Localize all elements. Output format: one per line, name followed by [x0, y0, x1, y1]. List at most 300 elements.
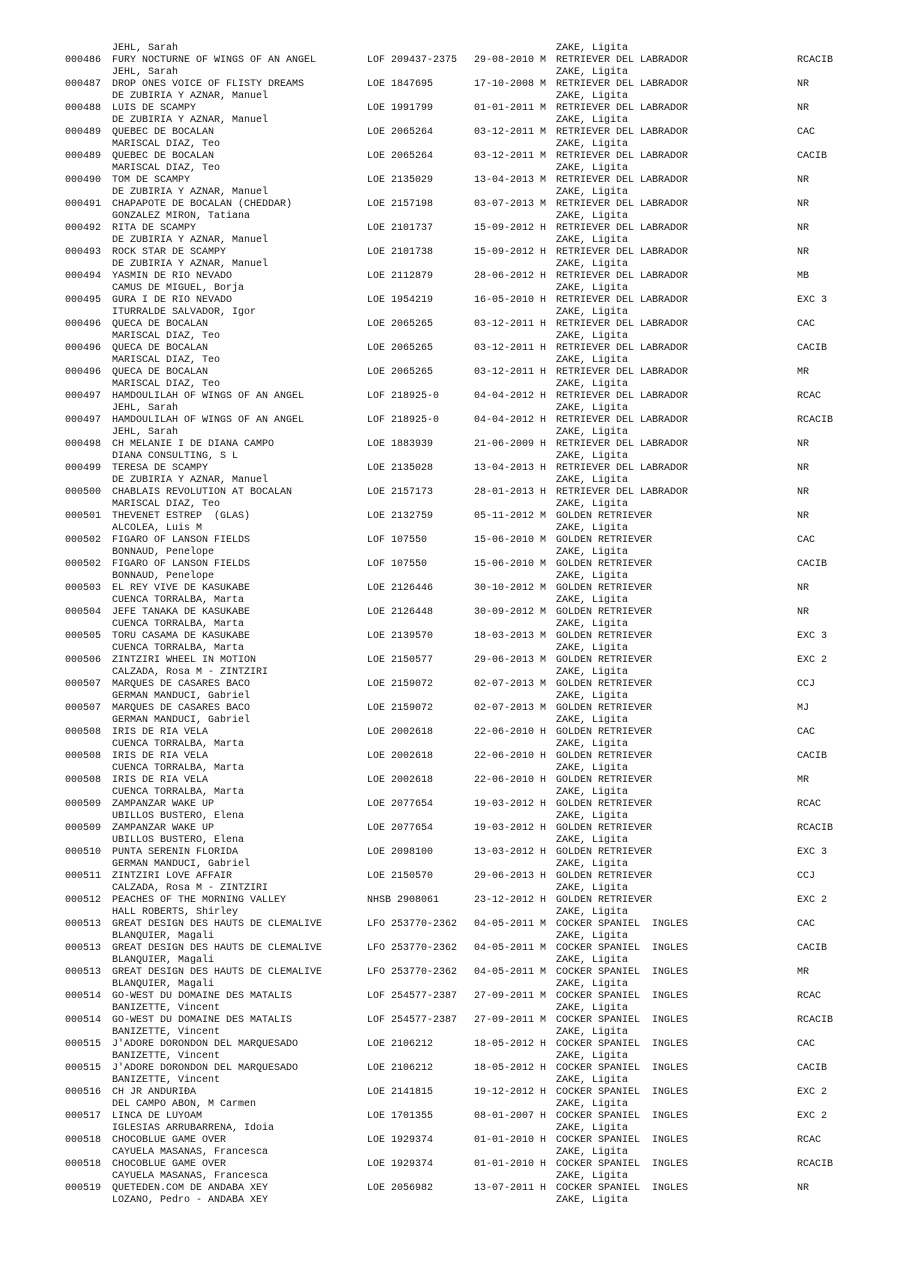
judge: ZAKE, Ligita — [556, 211, 629, 222]
entry-code: 000504 — [65, 607, 102, 618]
birth-date-sex: 18-05-2012 H — [474, 1039, 547, 1050]
award: NR — [797, 199, 810, 210]
owner: MARISCAL DIAZ, Teo — [112, 331, 221, 342]
award: NR — [797, 511, 810, 522]
registration: NHSB 2908061 — [367, 895, 440, 906]
breed: GOLDEN RETRIEVER — [556, 727, 653, 738]
judge: ZAKE, Ligita — [556, 259, 629, 270]
breed: GOLDEN RETRIEVER — [556, 703, 653, 714]
dog-name: CH MELANIE I DE DIANA CAMPO — [112, 439, 275, 450]
registration: LOF 107550 — [367, 535, 428, 546]
award: NR — [797, 1183, 810, 1194]
birth-date-sex: 16-05-2010 H — [474, 295, 547, 306]
judge: ZAKE, Ligita — [556, 115, 629, 126]
dog-name: FURY NOCTURNE OF WINGS OF AN ANGEL — [112, 55, 317, 66]
registration: LOE 2139570 — [367, 631, 434, 642]
award: NR — [797, 175, 810, 186]
birth-date-sex: 23-12-2012 H — [474, 895, 547, 906]
award: MR — [797, 967, 810, 978]
birth-date-sex: 08-01-2007 H — [474, 1111, 547, 1122]
birth-date-sex: 01-01-2010 H — [474, 1159, 547, 1170]
judge: ZAKE, Ligita — [556, 451, 629, 462]
owner: MARISCAL DIAZ, Teo — [112, 499, 221, 510]
breed: RETRIEVER DEL LABRADOR — [556, 391, 689, 402]
owner: BANIZETTE, Vincent — [112, 1075, 221, 1086]
judge: ZAKE, Ligita — [556, 787, 629, 798]
dog-name: QUEBEC DE BOCALAN — [112, 127, 215, 138]
owner: GONZALEZ MIRON, Tatiana — [112, 211, 251, 222]
dog-name: HAMDOULILAH OF WINGS OF AN ANGEL — [112, 415, 305, 426]
entry-code: 000513 — [65, 943, 102, 954]
birth-date-sex: 22-06-2010 H — [474, 775, 547, 786]
breed: RETRIEVER DEL LABRADOR — [556, 79, 689, 90]
owner: LOZANO, Pedro - ANDABA XEY — [112, 1195, 269, 1206]
birth-date-sex: 13-03-2012 H — [474, 847, 547, 858]
breed: GOLDEN RETRIEVER — [556, 775, 653, 786]
dog-name: GREAT DESIGN DES HAUTS DE CLEMALIVE — [112, 967, 323, 978]
judge: ZAKE, Ligita — [556, 883, 629, 894]
breed: RETRIEVER DEL LABRADOR — [556, 103, 689, 114]
owner: DEL CAMPO ABON, M Carmen — [112, 1099, 257, 1110]
award: RCACIB — [797, 1159, 834, 1170]
award: EXC 3 — [797, 847, 828, 858]
registration: LOE 2141815 — [367, 1087, 434, 1098]
registration: LOE 2065264 — [367, 127, 434, 138]
owner: MARISCAL DIAZ, Teo — [112, 379, 221, 390]
birth-date-sex: 03-12-2011 H — [474, 367, 547, 378]
registration: LOE 1847695 — [367, 79, 434, 90]
birth-date-sex: 04-04-2012 H — [474, 415, 547, 426]
owner: JEHL, Sarah — [112, 67, 179, 78]
entry-code: 000500 — [65, 487, 102, 498]
entry-code: 000515 — [65, 1063, 102, 1074]
dog-name: J'ADORE DORONDON DEL MARQUESADO — [112, 1039, 299, 1050]
award: CAC — [797, 919, 816, 930]
owner: DE ZUBIRIA Y AZNAR, Manuel — [112, 91, 269, 102]
entry-code: 000508 — [65, 751, 102, 762]
registration: LOE 2126446 — [367, 583, 434, 594]
award: CAC — [797, 727, 816, 738]
birth-date-sex: 19-03-2012 H — [474, 799, 547, 810]
award: NR — [797, 223, 810, 234]
owner: CAYUELA MASANAS, Francesca — [112, 1171, 269, 1182]
dog-name: ZAMPANZAR WAKE UP — [112, 799, 215, 810]
dog-name: CHAPAPOTE DE BOCALAN (CHEDDAR) — [112, 199, 293, 210]
birth-date-sex: 02-07-2013 M — [474, 679, 547, 690]
dog-name: LUIS DE SCAMPY — [112, 103, 197, 114]
owner: CUENCA TORRALBA, Marta — [112, 619, 245, 630]
breed: RETRIEVER DEL LABRADOR — [556, 487, 689, 498]
owner: BLANQUIER, Magali — [112, 955, 215, 966]
birth-date-sex: 29-08-2010 M — [474, 55, 547, 66]
judge: ZAKE, Ligita — [556, 859, 629, 870]
judge: ZAKE, Ligita — [556, 331, 629, 342]
entry-code: 000497 — [65, 391, 102, 402]
award: CCJ — [797, 871, 816, 882]
judge: ZAKE, Ligita — [556, 1075, 629, 1086]
registration: LOE 2077654 — [367, 823, 434, 834]
registration: LOF 218925-0 — [367, 391, 440, 402]
entry-code: 000499 — [65, 463, 102, 474]
owner: CUENCA TORRALBA, Marta — [112, 595, 245, 606]
owner: BLANQUIER, Magali — [112, 979, 215, 990]
breed: COCKER SPANIEL INGLES — [556, 991, 689, 1002]
judge: ZAKE, Ligita — [556, 355, 629, 366]
dog-name: THEVENET ESTREP (GLAS) — [112, 511, 251, 522]
birth-date-sex: 02-07-2013 M — [474, 703, 547, 714]
dog-name: MARQUES DE CASARES BACO — [112, 703, 251, 714]
judge: ZAKE, Ligita — [556, 283, 629, 294]
owner: UBILLOS BUSTERO, Elena — [112, 835, 245, 846]
birth-date-sex: 27-09-2011 M — [474, 991, 547, 1002]
dog-name: GO-WEST DU DOMAINE DES MATALIS — [112, 1015, 293, 1026]
award: CCJ — [797, 679, 816, 690]
registration: LOE 2157173 — [367, 487, 434, 498]
entry-code: 000518 — [65, 1135, 102, 1146]
judge: ZAKE, Ligita — [556, 1147, 629, 1158]
entry-code: 000519 — [65, 1183, 102, 1194]
award: RCAC — [797, 991, 822, 1002]
birth-date-sex: 30-10-2012 M — [474, 583, 547, 594]
owner: JEHL, Sarah — [112, 43, 179, 54]
award: CACIB — [797, 1063, 828, 1074]
entry-code: 000513 — [65, 919, 102, 930]
birth-date-sex: 18-03-2013 M — [474, 631, 547, 642]
owner: CUENCA TORRALBA, Marta — [112, 643, 245, 654]
birth-date-sex: 04-05-2011 M — [474, 967, 547, 978]
registration: LOF 254577-2387 — [367, 1015, 458, 1026]
registration: LFO 253770-2362 — [367, 967, 458, 978]
dog-name: QUECA DE BOCALAN — [112, 343, 209, 354]
judge: ZAKE, Ligita — [556, 811, 629, 822]
entry-code: 000506 — [65, 655, 102, 666]
breed: GOLDEN RETRIEVER — [556, 511, 653, 522]
birth-date-sex: 04-04-2012 H — [474, 391, 547, 402]
judge: ZAKE, Ligita — [556, 475, 629, 486]
owner: IGLESIAS ARRUBARRENA, Idoia — [112, 1123, 275, 1134]
judge: ZAKE, Ligita — [556, 835, 629, 846]
breed: GOLDEN RETRIEVER — [556, 871, 653, 882]
judge: ZAKE, Ligita — [556, 139, 629, 150]
dog-name: GREAT DESIGN DES HAUTS DE CLEMALIVE — [112, 919, 323, 930]
dog-name: QUEBEC DE BOCALAN — [112, 151, 215, 162]
registration: LOE 2150577 — [367, 655, 434, 666]
birth-date-sex: 19-03-2012 H — [474, 823, 547, 834]
breed: RETRIEVER DEL LABRADOR — [556, 271, 689, 282]
registration: LOF 209437-2375 — [367, 55, 458, 66]
owner: CUENCA TORRALBA, Marta — [112, 787, 245, 798]
award: NR — [797, 463, 810, 474]
judge: ZAKE, Ligita — [556, 739, 629, 750]
award: NR — [797, 487, 810, 498]
award: EXC 2 — [797, 895, 828, 906]
award: RCAC — [797, 1135, 822, 1146]
breed: COCKER SPANIEL INGLES — [556, 1183, 689, 1194]
owner: CAMUS DE MIGUEL, Borja — [112, 283, 245, 294]
owner: CUENCA TORRALBA, Marta — [112, 763, 245, 774]
judge: ZAKE, Ligita — [556, 91, 629, 102]
judge: ZAKE, Ligita — [556, 1051, 629, 1062]
award: MJ — [797, 703, 810, 714]
entry-code: 000518 — [65, 1159, 102, 1170]
registration: LOE 2112879 — [367, 271, 434, 282]
breed: COCKER SPANIEL INGLES — [556, 1087, 689, 1098]
birth-date-sex: 04-05-2011 M — [474, 919, 547, 930]
dog-name: MARQUES DE CASARES BACO — [112, 679, 251, 690]
judge: ZAKE, Ligita — [556, 67, 629, 78]
birth-date-sex: 13-04-2013 M — [474, 175, 547, 186]
breed: GOLDEN RETRIEVER — [556, 679, 653, 690]
registration: LOE 2135028 — [367, 463, 434, 474]
registration: LOE 2150570 — [367, 871, 434, 882]
entry-code: 000517 — [65, 1111, 102, 1122]
registration: LOF 254577-2387 — [367, 991, 458, 1002]
entry-code: 000495 — [65, 295, 102, 306]
birth-date-sex: 04-05-2011 M — [474, 943, 547, 954]
registration: LOE 2065264 — [367, 151, 434, 162]
registration: LOE 2065265 — [367, 343, 434, 354]
owner: BANIZETTE, Vincent — [112, 1051, 221, 1062]
award: CACIB — [797, 151, 828, 162]
birth-date-sex: 13-07-2011 H — [474, 1183, 547, 1194]
breed: RETRIEVER DEL LABRADOR — [556, 463, 689, 474]
registration: LOE 2065265 — [367, 367, 434, 378]
dog-name: ZAMPANZAR WAKE UP — [112, 823, 215, 834]
dog-name: LINCA DE LUYOAM — [112, 1111, 203, 1122]
registration: LFO 253770-2362 — [367, 943, 458, 954]
judge: ZAKE, Ligita — [556, 499, 629, 510]
award: RCACIB — [797, 55, 834, 66]
breed: GOLDEN RETRIEVER — [556, 655, 653, 666]
breed: COCKER SPANIEL INGLES — [556, 919, 689, 930]
dog-name: QUETEDEN.COM DE ANDABA XEY — [112, 1183, 269, 1194]
judge: ZAKE, Ligita — [556, 907, 629, 918]
dog-name: TORU CASAMA DE KASUKABE — [112, 631, 251, 642]
birth-date-sex: 03-12-2011 M — [474, 151, 547, 162]
birth-date-sex: 05-11-2012 M — [474, 511, 547, 522]
entry-code: 000509 — [65, 823, 102, 834]
continued-owner-line — [0, 43, 629, 55]
owner: BONNAUD, Penelope — [112, 571, 215, 582]
owner: ITURRALDE SALVADOR, Igor — [112, 307, 257, 318]
breed: COCKER SPANIEL INGLES — [556, 1159, 689, 1170]
award: CAC — [797, 319, 816, 330]
entry-code: 000489 — [65, 151, 102, 162]
judge: ZAKE, Ligita — [556, 1195, 629, 1206]
award: EXC 2 — [797, 1111, 828, 1122]
registration: LOE 2077654 — [367, 799, 434, 810]
judge: ZAKE, Ligita — [556, 379, 629, 390]
registration: LOE 2159072 — [367, 679, 434, 690]
award: NR — [797, 439, 810, 450]
breed: RETRIEVER DEL LABRADOR — [556, 199, 689, 210]
dog-name: CHOCOBLUE GAME OVER — [112, 1135, 227, 1146]
breed: RETRIEVER DEL LABRADOR — [556, 415, 689, 426]
breed: RETRIEVER DEL LABRADOR — [556, 151, 689, 162]
entry-code: 000515 — [65, 1039, 102, 1050]
award: NR — [797, 103, 810, 114]
owner: DE ZUBIRIA Y AZNAR, Manuel — [112, 475, 269, 486]
registration: LOE 1929374 — [367, 1135, 434, 1146]
dog-name: FIGARO OF LANSON FIELDS — [112, 535, 251, 546]
breed: GOLDEN RETRIEVER — [556, 583, 653, 594]
breed: RETRIEVER DEL LABRADOR — [556, 295, 689, 306]
owner: BLANQUIER, Magali — [112, 931, 215, 942]
entry-code: 000509 — [65, 799, 102, 810]
judge: ZAKE, Ligita — [556, 187, 629, 198]
breed: RETRIEVER DEL LABRADOR — [556, 439, 689, 450]
award: RCAC — [797, 799, 822, 810]
owner: MARISCAL DIAZ, Teo — [112, 355, 221, 366]
registration: LOE 2126448 — [367, 607, 434, 618]
judge: ZAKE, Ligita — [556, 1171, 629, 1182]
birth-date-sex: 21-06-2009 H — [474, 439, 547, 450]
registration: LOE 2159072 — [367, 703, 434, 714]
owner: JEHL, Sarah — [112, 403, 179, 414]
entry-code: 000505 — [65, 631, 102, 642]
dog-name: FIGARO OF LANSON FIELDS — [112, 559, 251, 570]
award: NR — [797, 247, 810, 258]
birth-date-sex: 27-09-2011 M — [474, 1015, 547, 1026]
breed: COCKER SPANIEL INGLES — [556, 1015, 689, 1026]
judge: ZAKE, Ligita — [556, 595, 629, 606]
dog-name: PEACHES OF THE MORNING VALLEY — [112, 895, 287, 906]
breed: GOLDEN RETRIEVER — [556, 847, 653, 858]
award: CACIB — [797, 559, 828, 570]
registration: LOE 2056982 — [367, 1183, 434, 1194]
registration: LOE 2002618 — [367, 775, 434, 786]
award: CACIB — [797, 751, 828, 762]
owner: BONNAUD, Penelope — [112, 547, 215, 558]
award: NR — [797, 607, 810, 618]
registration: LOE 2132759 — [367, 511, 434, 522]
award: NR — [797, 583, 810, 594]
award: CAC — [797, 127, 816, 138]
entry-code: 000496 — [65, 367, 102, 378]
award: EXC 3 — [797, 295, 828, 306]
birth-date-sex: 03-12-2011 H — [474, 343, 547, 354]
birth-date-sex: 15-06-2010 M — [474, 559, 547, 570]
dog-name: IRIS DE RIA VELA — [112, 751, 209, 762]
registration: LOE 1883939 — [367, 439, 434, 450]
dog-name: DROP ONES VOICE OF FLISTY DREAMS — [112, 79, 305, 90]
judge: ZAKE, Ligita — [556, 523, 629, 534]
birth-date-sex: 15-09-2012 H — [474, 223, 547, 234]
dog-name: CHABLAIS REVOLUTION AT BOCALAN — [112, 487, 293, 498]
award: EXC 3 — [797, 631, 828, 642]
breed: GOLDEN RETRIEVER — [556, 535, 653, 546]
entry-code: 000492 — [65, 223, 102, 234]
judge: ZAKE, Ligita — [556, 619, 629, 630]
dog-name: RITA DE SCAMPY — [112, 223, 197, 234]
breed: GOLDEN RETRIEVER — [556, 751, 653, 762]
award: NR — [797, 79, 810, 90]
registration: LOE 2101738 — [367, 247, 434, 258]
dog-name: IRIS DE RIA VELA — [112, 775, 209, 786]
award: MR — [797, 367, 810, 378]
registration: LOE 1929374 — [367, 1159, 434, 1170]
breed: RETRIEVER DEL LABRADOR — [556, 367, 689, 378]
owner: MARISCAL DIAZ, Teo — [112, 139, 221, 150]
owner: DE ZUBIRIA Y AZNAR, Manuel — [112, 235, 269, 246]
birth-date-sex: 19-12-2012 H — [474, 1087, 547, 1098]
entry-code: 000486 — [65, 55, 102, 66]
judge: ZAKE, Ligita — [556, 163, 629, 174]
judge: ZAKE, Ligita — [556, 1099, 629, 1110]
breed: RETRIEVER DEL LABRADOR — [556, 343, 689, 354]
owner: CALZADA, Rosa M - ZINTZIRI — [112, 883, 269, 894]
owner: CALZADA, Rosa M - ZINTZIRI — [112, 667, 269, 678]
judge: ZAKE, Ligita — [556, 307, 629, 318]
owner: DIANA CONSULTING, S L — [112, 451, 239, 462]
dog-name: ROCK STAR DE SCAMPY — [112, 247, 227, 258]
dog-name: CH JR ANDURIÐA — [112, 1087, 197, 1098]
breed: GOLDEN RETRIEVER — [556, 559, 653, 570]
owner: DE ZUBIRIA Y AZNAR, Manuel — [112, 259, 269, 270]
breed: COCKER SPANIEL INGLES — [556, 943, 689, 954]
judge: ZAKE, Ligita — [556, 979, 629, 990]
dog-name: J'ADORE DORONDON DEL MARQUESADO — [112, 1063, 299, 1074]
entry-code: 000502 — [65, 559, 102, 570]
dog-name: HAMDOULILAH OF WINGS OF AN ANGEL — [112, 391, 305, 402]
birth-date-sex: 01-01-2010 H — [474, 1135, 547, 1146]
birth-date-sex: 01-01-2011 M — [474, 103, 547, 114]
judge: ZAKE, Ligita — [556, 643, 629, 654]
award: MR — [797, 775, 810, 786]
owner: JEHL, Sarah — [112, 427, 179, 438]
registration: LOE 1991799 — [367, 103, 434, 114]
entry-code: 000514 — [65, 991, 102, 1002]
award: CAC — [797, 1039, 816, 1050]
birth-date-sex: 13-04-2013 H — [474, 463, 547, 474]
breed: RETRIEVER DEL LABRADOR — [556, 247, 689, 258]
entry-code: 000510 — [65, 847, 102, 858]
registration: LOE 1701355 — [367, 1111, 434, 1122]
entry-code: 000498 — [65, 439, 102, 450]
dog-name: EL REY VIVE DE KASUKABE — [112, 583, 251, 594]
judge: ZAKE, Ligita — [556, 1003, 629, 1014]
registration: LOE 2098100 — [367, 847, 434, 858]
breed: RETRIEVER DEL LABRADOR — [556, 223, 689, 234]
entry-code: 000502 — [65, 535, 102, 546]
entry-code: 000490 — [65, 175, 102, 186]
entry-code: 000508 — [65, 727, 102, 738]
registration: LOF 218925-0 — [367, 415, 440, 426]
award: RCAC — [797, 391, 822, 402]
award: RCACIB — [797, 823, 834, 834]
dog-name: YASMIN DE RIO NEVADO — [112, 271, 233, 282]
birth-date-sex: 15-09-2012 H — [474, 247, 547, 258]
entry-code: 000489 — [65, 127, 102, 138]
birth-date-sex: 29-06-2013 H — [474, 871, 547, 882]
entry-code: 000494 — [65, 271, 102, 282]
judge: ZAKE, Ligita — [556, 403, 629, 414]
dog-name: QUECA DE BOCALAN — [112, 367, 209, 378]
judge: ZAKE, Ligita — [556, 427, 629, 438]
breed: RETRIEVER DEL LABRADOR — [556, 175, 689, 186]
entry-code: 000501 — [65, 511, 102, 522]
birth-date-sex: 03-12-2011 H — [474, 319, 547, 330]
dog-name: GURA I DE RIO NEVADO — [112, 295, 233, 306]
judge: ZAKE, Ligita — [556, 763, 629, 774]
breed: RETRIEVER DEL LABRADOR — [556, 127, 689, 138]
dog-name: GREAT DESIGN DES HAUTS DE CLEMALIVE — [112, 943, 323, 954]
judge: ZAKE, Ligita — [556, 667, 629, 678]
entry-code: 000487 — [65, 79, 102, 90]
entry-code: 000496 — [65, 343, 102, 354]
entry-code: 000514 — [65, 1015, 102, 1026]
birth-date-sex: 30-09-2012 M — [474, 607, 547, 618]
